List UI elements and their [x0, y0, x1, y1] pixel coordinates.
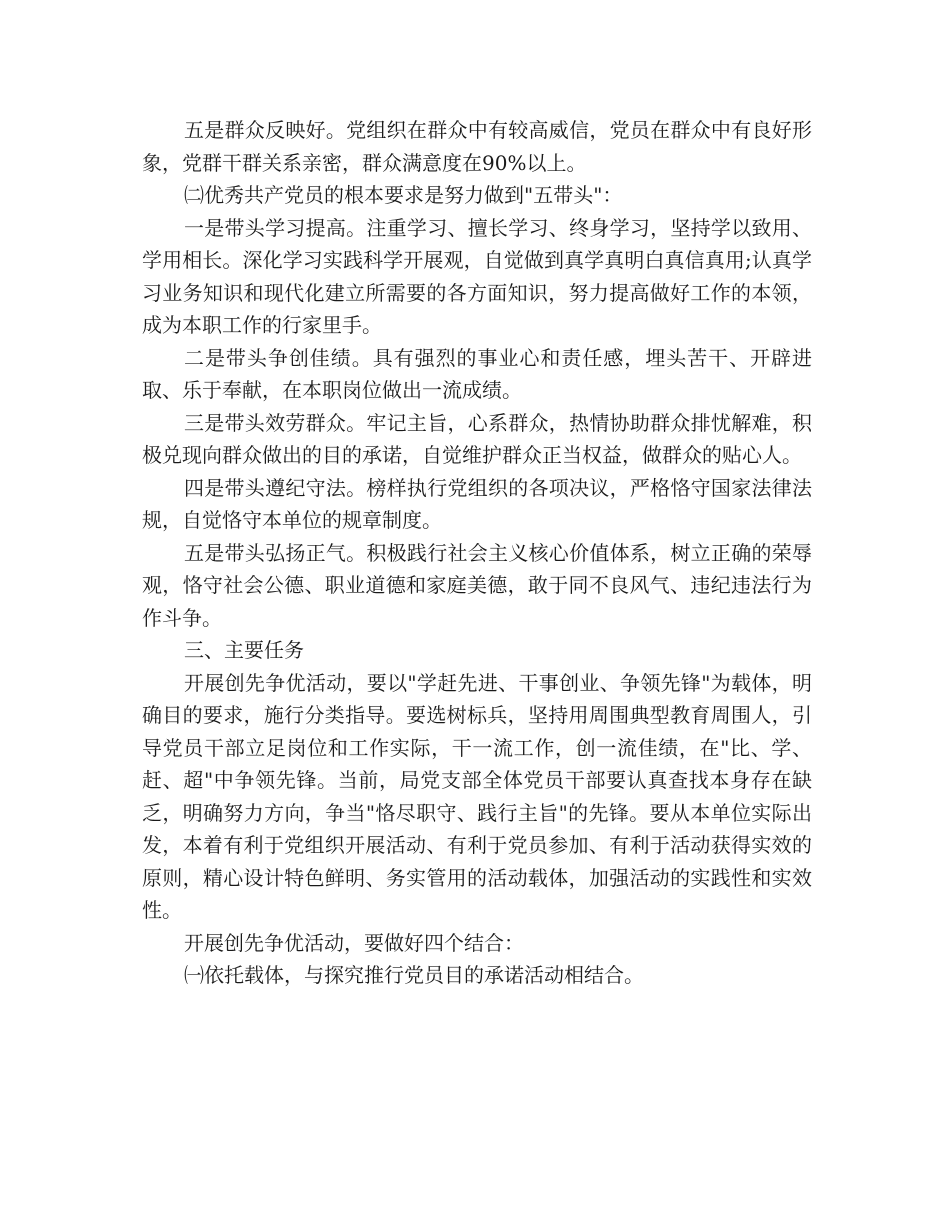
section-heading-main-tasks: 三、主要任务	[184, 638, 304, 662]
paragraph-lead-righteousness: 五是带头弘扬正气。积极践行社会主义核心价值体系，树立正确的荣辱观，恪守社会公德、职业道德和家庭美德，敢于同不良风气、违纪违法行为作斗争。	[142, 540, 812, 630]
paragraph-four-combinations: 开展创先争优活动，要做好四个结合：	[184, 930, 524, 955]
paragraph-lead-discipline: 四是带头遵纪守法。榜样执行党组织的各项决议，严格恪守国家法律法规，自觉恪守本单位的规章制度。	[142, 475, 812, 532]
paragraph-lead-service: 三是带头效劳群众。牢记主旨，心系群众，热情协助群众排忧解难，积极兑现向群众做出的目的承诺，自觉维护群众正当权益，做群众的贴心人。	[142, 410, 812, 467]
paragraph-five-leads-heading: ㈡优秀共产党员的根本要求是努力做到"五带头"：	[184, 183, 623, 207]
paragraph-lead-study: 一是带头学习提高。注重学习、擅长学习、终身学习，坚持学以致用、学用相长。深化学习实践科学开展观，自觉做到真学真明白真信真用;认真学习业务知识和现代化建立所需要的各方面知识，努力提高做好工作的本领，成为本职工作的行家里手。	[142, 215, 812, 337]
paragraph-lead-achievement: 二是带头争创佳绩。具有强烈的事业心和责任感，埋头苦干、开辟进取、乐于奉献，在本职岗位做出一流成绩。	[142, 345, 812, 402]
paragraph-activity-carrier: 开展创先争优活动，要以"学赶先进、干事创业、争领先锋"为载体，明确目的要求，施行分类指导。要选树标兵，坚持用周围典型教育周围人，引导党员干部立足岗位和工作实际，干一流工作，创一流佳绩，在"比、学、赶、超"中争领先锋。当前，局党支部全体党员干部要认真查找本身存在缺乏，明确努力方向，争当"恪尽职守、践行主旨"的先锋。要从本单位实际出发，本着有利于党组织开展活动、有利于党员参加、有利于活动获得实效的原则，精心设计特色鲜明、务实管用的活动载体，加强活动的实践性和实效性。	[142, 670, 812, 922]
document-body	[142, 114, 812, 992]
paragraph-masses-feedback: 五是群众反映好。党组织在群众中有较高威信，党员在群众中有良好形象，党群干群关系亲密，群众满意度在90%以上。	[142, 118, 812, 175]
paragraph-combination-one: ㈠依托载体，与探究推行党员目的承诺活动相结合。	[184, 963, 644, 987]
